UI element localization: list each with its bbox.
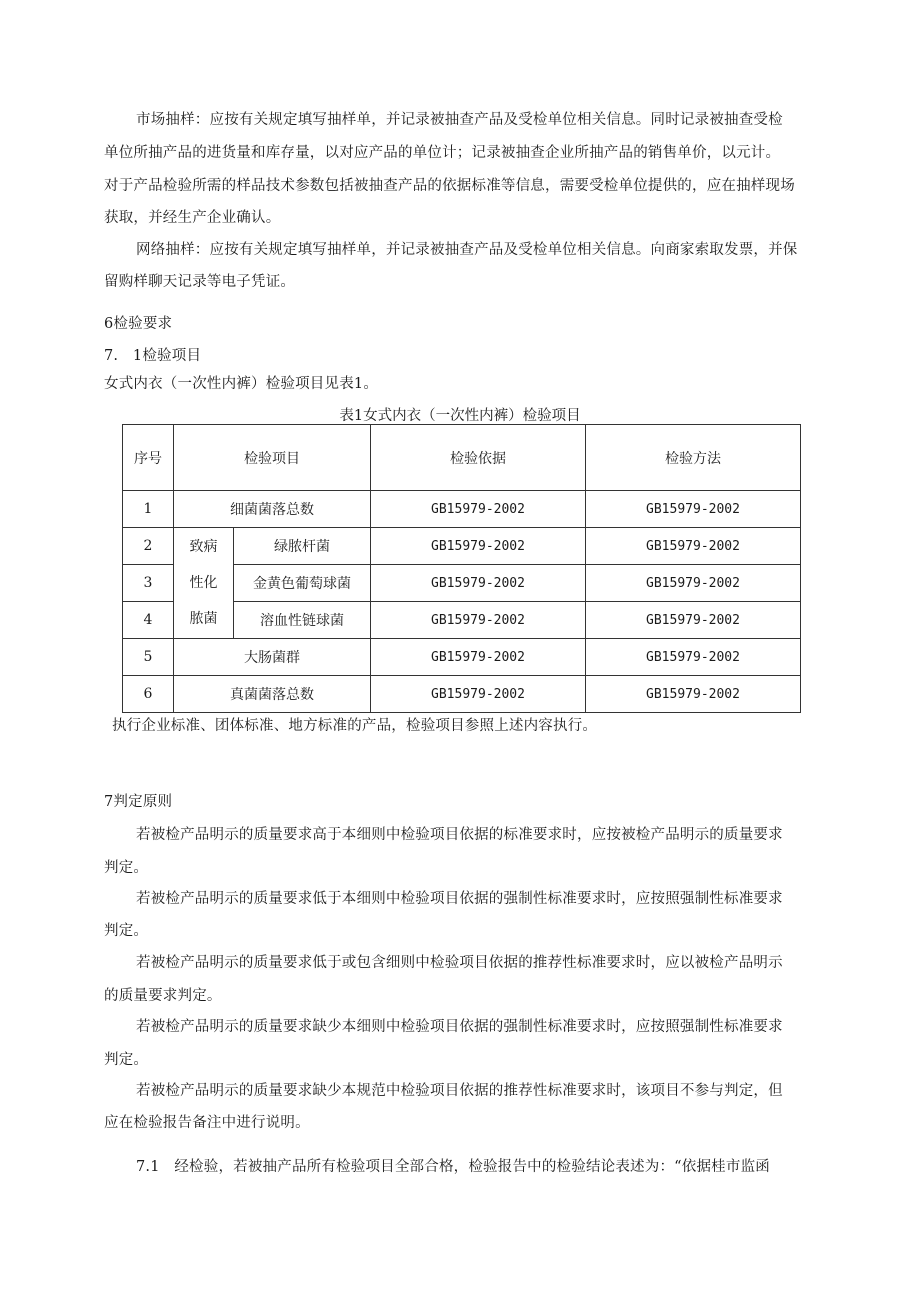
online-sampling-line-1: 网络抽样：应按有关规定填写抽样单，并记录被抽查产品及受检单位相关信息。向商家索取发票，并保 — [136, 242, 798, 258]
row-no: 1 — [123, 491, 174, 528]
header-basis: 检验依据 — [371, 425, 586, 491]
rule-1-line-1: 若被检产品明示的质量要求高于本细则中检验项目依据的标准要求时，应按被检产品明示的质量要求 — [136, 827, 783, 843]
table-row — [123, 491, 801, 528]
row-basis: GB15979-2002 — [371, 491, 586, 528]
row-method: GB15979-2002 — [586, 491, 801, 528]
rule-5-line-1: 若被检产品明示的质量要求缺少本规范中检验项目依据的推荐性标准要求时，该项目不参与判定，但 — [136, 1083, 783, 1099]
row-basis: GB15979-2002 — [371, 602, 586, 639]
group-label-line: 脓菌 — [189, 611, 218, 627]
row-method: GB15979-2002 — [586, 639, 801, 676]
rule-4-line-1: 若被检产品明示的质量要求缺少本细则中检验项目依据的强制性标准要求时，应按照强制性标准要求 — [136, 1019, 783, 1035]
table-note: 执行企业标准、团体标准、地方标准的产品，检验项目参照上述内容执行。 — [112, 718, 598, 734]
row-basis: GB15979-2002 — [371, 565, 586, 602]
row-item: 金黄色葡萄球菌 — [234, 565, 371, 602]
row-method: GB15979-2002 — [586, 602, 801, 639]
header-item: 检验项目 — [174, 425, 371, 491]
rule-3-line-2: 的质量要求判定。 — [104, 988, 222, 1004]
row-item: 细菌菌落总数 — [174, 491, 371, 528]
inspection-table — [122, 424, 801, 713]
table-caption: 表1女式内衣（一次性内裤）检验项目 — [339, 408, 581, 424]
header-no: 序号 — [123, 425, 174, 491]
group-label-line: 致病 — [189, 539, 218, 555]
rule-3-line-1: 若被检产品明示的质量要求低于或包含细则中检验项目依据的推荐性标准要求时，应以被检产品明示 — [136, 955, 783, 971]
market-sampling-line-4: 获取，并经生产企业确认。 — [104, 210, 281, 226]
row-method: GB15979-2002 — [586, 565, 801, 602]
market-sampling-line-1: 市场抽样：应按有关规定填写抽样单，并记录被抽查产品及受检单位相关信息。同时记录被抽查受检 — [136, 112, 783, 128]
row-basis: GB15979-2002 — [371, 528, 586, 565]
table-row — [123, 528, 801, 565]
market-sampling-line-2: 单位所抽产品的进货量和库存量，以对应产品的单位计；记录被抽查企业所抽产品的销售单价，以元计。 — [104, 145, 781, 161]
row-no: 6 — [123, 676, 174, 713]
rule-4-line-2: 判定。 — [104, 1052, 149, 1068]
rule-1-line-2: 判定。 — [104, 860, 149, 876]
header-method: 检验方法 — [586, 425, 801, 491]
online-sampling-line-2: 留购样聊天记录等电子凭证。 — [104, 274, 296, 290]
row-item: 真菌菌落总数 — [174, 676, 371, 713]
row-basis: GB15979-2002 — [371, 676, 586, 713]
rule-5-line-2: 应在检验报告备注中进行说明。 — [104, 1115, 310, 1131]
rule-2-line-1: 若被检产品明示的质量要求低于本细则中检验项目依据的强制性标准要求时，应按照强制性标准要求 — [136, 891, 783, 907]
row-item: 绿脓杆菌 — [234, 528, 371, 565]
table-intro: 女式内衣（一次性内裤）检验项目见表1。 — [104, 376, 379, 392]
row-no: 3 — [123, 565, 174, 602]
table-row — [123, 676, 801, 713]
table-row — [123, 639, 801, 676]
row-method: GB15979-2002 — [586, 528, 801, 565]
conclusion-line: 7.1 经检验，若被抽产品所有检验项目全部合格，检验报告中的检验结论表述为：“依据桂市监函 — [136, 1159, 770, 1175]
section-7-1-title: 7. 1检验项目 — [104, 348, 202, 364]
row-basis: GB15979-2002 — [371, 639, 586, 676]
row-no: 4 — [123, 602, 174, 639]
rule-2-line-2: 判定。 — [104, 923, 149, 939]
section-7-title: 7判定原则 — [104, 794, 173, 810]
market-sampling-line-3: 对于产品检验所需的样品技术参数包括被抽查产品的依据标准等信息，需要受检单位提供的，应在抽样现场 — [104, 178, 795, 194]
row-method: GB15979-2002 — [586, 676, 801, 713]
row-no: 5 — [123, 639, 174, 676]
row-no: 2 — [123, 528, 174, 565]
row-item: 大肠菌群 — [174, 639, 371, 676]
section-6-title: 6检验要求 — [104, 316, 173, 332]
pathogen-group-label — [174, 528, 234, 639]
group-label-line: 性化 — [189, 575, 218, 591]
row-item: 溶血性链球菌 — [234, 602, 371, 639]
table-header-row — [123, 425, 801, 491]
